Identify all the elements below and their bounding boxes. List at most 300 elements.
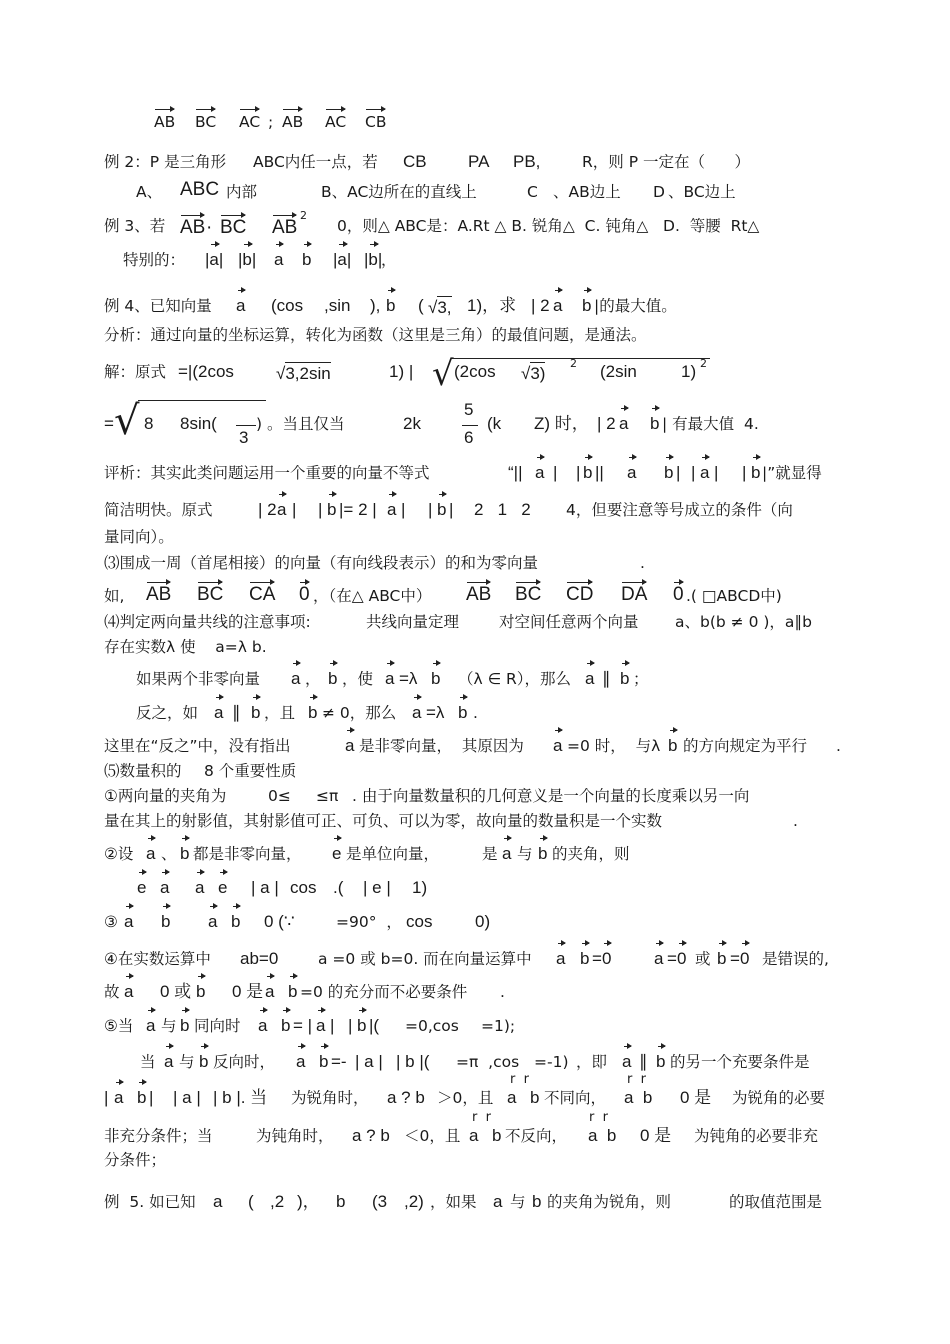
line-vector-list (0, 112, 950, 142)
text: 或 (695, 950, 711, 968)
obtuse-angle-line-2 (0, 1150, 950, 1180)
vec-a: a (553, 736, 563, 755)
vec-b: b (251, 703, 261, 722)
math: |( (369, 1016, 380, 1035)
text: 简洁明快。原式 (104, 501, 213, 519)
vec-a: a (291, 669, 301, 688)
math: | (428, 500, 433, 519)
vec-ab: AB (146, 584, 172, 605)
text: 、AB边上 (553, 183, 621, 201)
math: b (336, 1192, 346, 1211)
math: 8 (144, 414, 154, 433)
vec-b: b (458, 703, 468, 722)
text: 分析：通过向量的坐标运算，转化为函数（这里是三角）的最值问题，是通法。 (104, 326, 647, 344)
math: | (449, 500, 454, 519)
text: ，即 (576, 1053, 608, 1071)
denominator: 3 (239, 428, 249, 447)
text: 评析：其实此类问题运用一个重要的向量不等式 (104, 464, 430, 482)
vec-a: a (296, 1052, 306, 1071)
vec-a: a (553, 296, 563, 315)
text: 例 5. 如已知 (104, 1193, 196, 1211)
text: . (473, 704, 478, 722)
math: | (149, 1088, 154, 1107)
vec-a: a (160, 878, 170, 897)
math: (3 (372, 1192, 388, 1211)
option-d: D (653, 183, 665, 201)
text: 与 (517, 845, 533, 863)
vec-b: b (231, 912, 241, 931)
property-5-line (0, 1016, 950, 1046)
comment-line-2 (0, 500, 950, 530)
norm-b: |b| (364, 250, 383, 269)
vec-a: a (214, 703, 224, 722)
vec-ab-2: AB (282, 113, 304, 131)
vec-b: b (308, 703, 318, 722)
text: 8 个重要性质 (204, 762, 297, 780)
text: 不反向， (505, 1127, 568, 1145)
property-1-line-2 (0, 811, 950, 841)
math: |= 2 | (339, 500, 377, 519)
example-3-line (0, 209, 950, 246)
vec-a: a (556, 949, 566, 968)
vec-ab: AB (154, 113, 176, 131)
vec-b: b (538, 844, 548, 863)
math: ≤π (316, 787, 339, 805)
math: 0≤ (268, 787, 291, 805)
vec-zero: =0 (592, 949, 612, 968)
text: 与 (510, 1193, 526, 1211)
math: .( (333, 878, 344, 897)
math: (k (487, 414, 502, 433)
text: 4，但要注意等号成立的条件（向 (566, 501, 793, 519)
text: 与 (179, 1053, 195, 1071)
vec-zero: 0 (299, 584, 310, 605)
vec-b: b (620, 669, 630, 688)
math: 1) (412, 878, 428, 897)
math: a b (588, 1126, 617, 1145)
text: 的夹角为锐角，则 (547, 1193, 672, 1211)
math: a (213, 1192, 223, 1211)
vec-da: DA (621, 584, 648, 605)
vector-marker: r r (510, 1072, 529, 1087)
vec-a: a (208, 912, 218, 931)
semicolon: ; (268, 113, 274, 131)
math: cos (290, 878, 317, 897)
vec-b: b (137, 1088, 147, 1107)
math: =- (331, 1052, 347, 1071)
vec-ca: CA (249, 584, 276, 605)
text: 如, (104, 587, 125, 605)
math: || (595, 463, 604, 482)
option-c: C (527, 183, 538, 201)
text: 的取值范围是 (729, 1193, 823, 1211)
solution-result-line (0, 398, 950, 447)
text: 是 (482, 845, 498, 863)
option-a: A、 (136, 183, 163, 201)
text: 解：原式 (104, 363, 167, 381)
norm-b: | b |( (396, 1052, 430, 1071)
superscript: 2 (570, 357, 577, 370)
text: ，使 (342, 670, 374, 688)
math: b (532, 1192, 542, 1211)
superscript: 2 (700, 357, 707, 370)
text: ，（在△ ABC中） (313, 587, 432, 605)
math: 2 1 2 (474, 500, 531, 519)
section-4-line-2 (0, 637, 950, 667)
math: Z) 时， (534, 414, 589, 433)
vector-marker: r r (627, 1072, 646, 1087)
math: | (330, 1016, 335, 1035)
superscript: 2 (300, 209, 307, 222)
example-2-options (0, 179, 950, 212)
math: | (401, 500, 406, 519)
text: 是非零向量， 其原因为 (359, 737, 524, 755)
math: a b (624, 1088, 653, 1107)
math: PB, (513, 152, 541, 171)
text: 例 4、已知向量 (104, 297, 212, 315)
text: 0，则△ ABC是：A.Rt △ B. 锐角△ C. 钝角△ D. 等腰 Rt△ (337, 217, 760, 235)
collinear-line-1 (0, 669, 950, 699)
math: | (714, 463, 719, 482)
vec-a: a (535, 463, 545, 482)
sqrt-sign: √ (114, 398, 140, 444)
text: 的夹角，则 (552, 845, 630, 863)
vec-a: a (385, 669, 395, 688)
math: ∥ (602, 669, 611, 688)
example-4-line (0, 296, 950, 326)
text: 量在其上的射影值，其射影值可正、可负、可以为零，故向量的数量积是一个实数 (104, 812, 663, 830)
text: =π ,cos (456, 1053, 520, 1071)
vec-bc: BC (195, 113, 217, 131)
text: 的另一个充要条件是 (670, 1053, 810, 1071)
special-case-line (0, 250, 950, 280)
math: )， (297, 1192, 320, 1211)
text: a、b(b ≠ 0 )，a∥b (675, 613, 812, 631)
math: 0 是 (640, 1126, 672, 1145)
text: ②设 (104, 845, 134, 863)
text: a =0 或 b=0. 而在向量运算中 (318, 950, 532, 968)
vec-b: b (431, 669, 441, 688)
text: 对空间任意两个向量 (499, 613, 639, 631)
math: | 2 (258, 500, 277, 519)
vec-cb: CB (365, 113, 387, 131)
vec-ab: AB (466, 584, 492, 605)
text: 内部 (226, 183, 258, 201)
vec-b: b (656, 1052, 666, 1071)
text: 为钝角的必要非充 (694, 1127, 819, 1145)
text: 特别的： (123, 251, 186, 269)
text: =0 时， 与λ (567, 737, 661, 755)
math: | (742, 463, 747, 482)
math: b (530, 1088, 540, 1107)
text: =90° ， (336, 913, 402, 931)
text: . (793, 812, 798, 830)
vec-b: b (180, 844, 190, 863)
math: 1)，求 (467, 296, 517, 315)
vec-b: b (580, 949, 590, 968)
vec-a: a (412, 703, 422, 722)
norm-b: |b| (238, 250, 257, 269)
vector-marker: r r (589, 1110, 608, 1125)
text: ④在实数运算中 (104, 950, 211, 968)
vec-a: a (195, 878, 205, 897)
text: . (640, 554, 645, 572)
comment-line (0, 463, 950, 493)
vec-b: b (288, 982, 298, 1001)
text: 为锐角时， (291, 1089, 369, 1107)
vec-b: b (717, 949, 727, 968)
math: | 2 (531, 296, 550, 315)
math: a ? b (352, 1126, 390, 1145)
text: 如果两个非零向量 (136, 670, 261, 688)
numerator: 5 (464, 400, 474, 419)
text: 为钝角时， (256, 1127, 334, 1145)
vec-a: a (654, 949, 664, 968)
vec-e: e (332, 844, 342, 863)
vec-bc: BC (197, 584, 224, 605)
vec-b: b (199, 1052, 209, 1071)
text: ⑷判定两向量共线的注意事项: (104, 613, 311, 631)
math: ,sin (324, 296, 351, 315)
vec-e: e (137, 878, 147, 897)
math: | (318, 500, 323, 519)
fraction-bar (236, 425, 256, 426)
math: a (469, 1126, 479, 1145)
text: ， (381, 251, 397, 269)
vec-a: a (265, 982, 275, 1001)
math: =λ (399, 669, 418, 688)
text: ) 。当且仅当 (256, 415, 345, 433)
vec-a: a (585, 669, 595, 688)
vec-b: b (664, 463, 674, 482)
math: a ? b (387, 1088, 425, 1107)
vec-a: a (124, 912, 134, 931)
math: ABC (180, 179, 220, 200)
math: 8sin( (180, 414, 217, 433)
vec-b: b (386, 296, 396, 315)
vec-b: b (650, 414, 660, 433)
math: 0 或 (160, 982, 192, 1001)
vec-zero: =0 (730, 949, 750, 968)
vec-b: b (668, 736, 678, 755)
vec-b: b (583, 463, 593, 482)
norm-a: | a | (355, 1052, 383, 1071)
text: ＜0，且 (404, 1127, 461, 1145)
vec-zero: =0 (667, 949, 687, 968)
norm-a: |a| (205, 250, 224, 269)
math: cos (406, 912, 433, 931)
solution-line (0, 354, 950, 394)
property-4-line (0, 949, 950, 979)
norm-a: |a| (333, 250, 352, 269)
vec-b: b (180, 1016, 190, 1035)
vector-marker: r r (472, 1110, 491, 1125)
sqrt-bar (452, 358, 710, 359)
math: a (493, 1192, 503, 1211)
vec-a: a (345, 736, 355, 755)
math: = (104, 414, 114, 433)
math: | 2 (597, 414, 616, 433)
math: | (348, 1016, 353, 1035)
text: ABC内任一点，若 (253, 153, 378, 171)
text: =0,cos (405, 1017, 459, 1035)
vec-a: a (124, 982, 134, 1001)
math: ( (248, 1192, 254, 1211)
text: ①两向量的夹角为 (104, 787, 227, 805)
text: 是错误的, (762, 950, 829, 968)
text: 例 3、若 (104, 217, 166, 235)
vec-a: a (502, 844, 512, 863)
text: ； (633, 670, 649, 688)
text: |的最大值。 (594, 297, 677, 315)
vec-e: e (218, 878, 228, 897)
vec-a: a (316, 1016, 326, 1035)
property-3-line (0, 912, 950, 942)
math: “|| (508, 463, 523, 482)
text: 存在实数λ 使 a=λ b. (104, 638, 267, 656)
vec-a: a (258, 1016, 268, 1035)
vec-a: a (164, 1052, 174, 1071)
vec-b: b (357, 1016, 367, 1035)
text: . 由于向量数量积的几何意义是一个向量的长度乘以另一向 (352, 787, 750, 805)
text: . (500, 983, 505, 1001)
math: | (691, 463, 696, 482)
math: | (292, 500, 297, 519)
vec-bc: BC (220, 217, 247, 238)
sqrt: √3,2sin (276, 364, 331, 383)
math: ,2) (404, 1192, 424, 1211)
math: | (553, 463, 558, 482)
text: R，则 P 一定在（ ） (582, 153, 751, 171)
text: 分条件； (104, 1151, 167, 1169)
text: 非充分条件；当 (104, 1127, 213, 1145)
math: ( (418, 296, 424, 315)
text: 当 (140, 1053, 156, 1071)
vec-zero: 0 (673, 584, 684, 605)
math: PA (468, 152, 490, 171)
text: ⑶围成一周（首尾相接）的向量（有向线段表示）的和为零向量 (104, 554, 539, 572)
norm-a: | a | (251, 878, 279, 897)
math: ∥ (639, 1052, 648, 1071)
text: 与 (161, 1017, 177, 1035)
math: = | (293, 1016, 313, 1035)
vec-b: b (196, 982, 206, 1001)
text: 、BC边上 (668, 183, 736, 201)
math: =|(2cos (178, 362, 234, 381)
text: ，且 (264, 704, 296, 722)
section-3-line (0, 553, 950, 583)
vec-a: a (274, 250, 284, 269)
math: 0) (475, 912, 491, 931)
text: 反之，如 (136, 704, 199, 722)
vec-b: b (751, 463, 761, 482)
sqrt: √3, (428, 298, 452, 317)
property-4-line-2 (0, 982, 950, 1012)
vec-a: a (387, 500, 397, 519)
math: | (104, 1088, 109, 1107)
vec-b: b (302, 250, 312, 269)
math: ab=0 (240, 949, 279, 968)
math: (2cos (454, 362, 496, 381)
text: ， (305, 670, 321, 688)
vec-ac-2: AC (325, 113, 347, 131)
vec-a: a (277, 500, 287, 519)
denominator: 6 (464, 428, 474, 447)
vec-a: a (236, 296, 246, 315)
math: ,2 (270, 1192, 285, 1211)
text: .( □ABCD中) (686, 587, 782, 605)
math: CB (403, 152, 427, 171)
vec-a: a (622, 1052, 632, 1071)
math: | b |. 当 (213, 1088, 268, 1107)
vec-b: b (161, 912, 171, 931)
vec-a: a (619, 414, 629, 433)
text: ⑤当 (104, 1017, 134, 1035)
dot: · (206, 217, 213, 238)
text: |”就显得 (762, 464, 822, 482)
sqrt: √3) (521, 364, 546, 383)
math: 1) | (389, 362, 414, 381)
math: (2sin (600, 362, 637, 381)
collinear-line-2 (0, 703, 950, 733)
math: =λ (426, 703, 445, 722)
sqrt-sign: √ (432, 354, 454, 394)
text: ⑸数量积的 (104, 762, 182, 780)
math: (cos (271, 296, 304, 315)
text: 同向时 (194, 1017, 241, 1035)
text: 这里在“反之”中，没有指出 (104, 737, 291, 755)
math: | (576, 463, 581, 482)
vec-b: b (327, 500, 337, 519)
vec-bc: BC (515, 584, 542, 605)
sqrt-bar (138, 400, 266, 401)
vec-b: b (437, 500, 447, 519)
text: | 有最大值 4. (662, 415, 759, 433)
vec-b: b (328, 669, 338, 688)
text: ，如果 (430, 1193, 477, 1211)
norm-a: | a | (173, 1088, 201, 1107)
math: 2k (403, 414, 421, 433)
vec-b: b (281, 1016, 291, 1035)
text: =-1) (534, 1053, 569, 1071)
vec-a: a (146, 1016, 156, 1035)
analysis-line (0, 325, 950, 355)
example-2-line (0, 152, 950, 182)
text: ③ (104, 913, 118, 931)
text: ＞0，且 (437, 1089, 494, 1107)
text: 故 (104, 983, 120, 1001)
math: b (492, 1126, 502, 1145)
math: 0 是 (680, 1088, 712, 1107)
example-5-line (0, 1192, 950, 1222)
property-5-line-2 (0, 1052, 950, 1082)
text: 例 2：P 是三角形 (104, 153, 227, 171)
text: =1); (481, 1017, 516, 1035)
text: 、 (161, 845, 177, 863)
math: ∥ (232, 703, 241, 722)
vec-ab: AB (180, 217, 206, 238)
math: | (676, 463, 681, 482)
vec-ab: AB (272, 217, 298, 238)
vec-a: a (114, 1088, 124, 1107)
math: 1) (681, 362, 697, 381)
text: 共线向量定理 (366, 613, 460, 631)
text: . (836, 737, 841, 755)
math: ), (370, 296, 381, 315)
text: 反向时， (213, 1053, 276, 1071)
vec-b: b (319, 1052, 329, 1071)
vec-a: a (146, 844, 156, 863)
